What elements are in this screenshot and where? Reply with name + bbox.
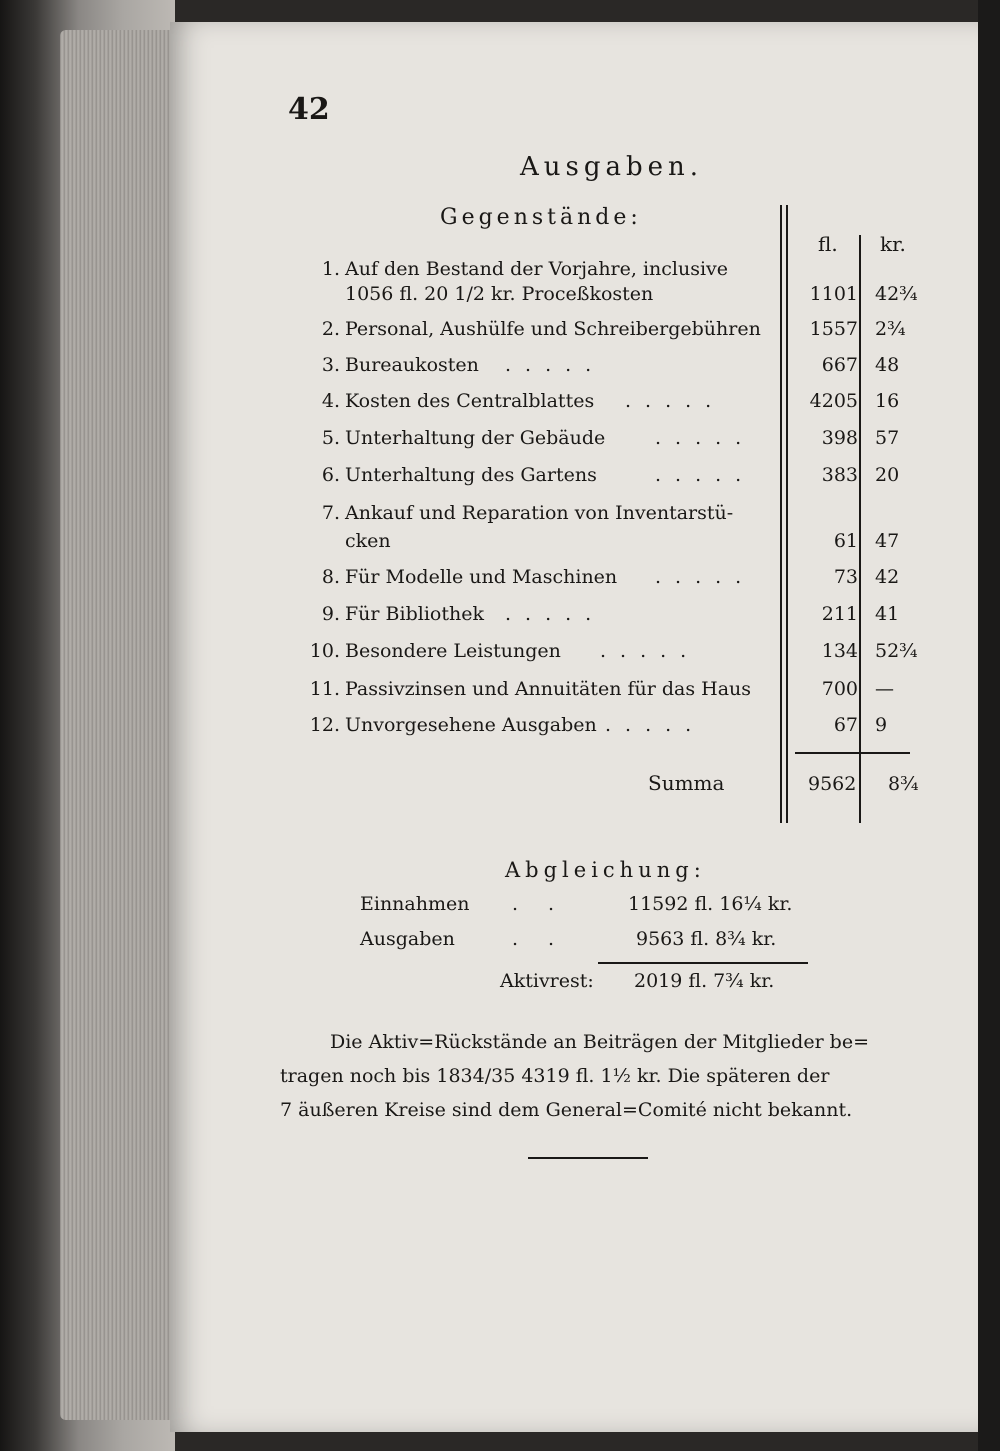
item-amount-fl: 211 xyxy=(821,603,858,625)
expense-value: 9563 fl. 8¾ kr. xyxy=(636,928,777,950)
income-dots: .. xyxy=(512,893,585,915)
closing-rule xyxy=(528,1157,648,1159)
leader-dots: ..... xyxy=(505,603,606,625)
item-amount-kr: 47 xyxy=(875,530,900,552)
expense-row xyxy=(300,318,920,352)
item-description: Kosten des Centralblattes xyxy=(345,390,595,412)
item-amount-fl: 398 xyxy=(821,427,858,449)
balance-heading: Abgleichung: xyxy=(505,858,706,882)
item-amount-kr: 42¾ xyxy=(875,283,918,305)
expense-row xyxy=(300,566,920,600)
balance-rule xyxy=(598,962,808,964)
item-amount-fl: 1101 xyxy=(809,283,858,305)
item-amount-kr: 57 xyxy=(875,427,900,449)
leader-dots: ..... xyxy=(655,566,756,588)
income-label: Einnahmen xyxy=(360,893,470,915)
item-amount-kr: 42 xyxy=(875,566,900,588)
item-amount-fl: 1557 xyxy=(809,318,858,340)
expense-row xyxy=(300,354,920,388)
item-number: 6. xyxy=(321,464,340,486)
leader-dots: ..... xyxy=(655,427,756,449)
item-amount-fl: 700 xyxy=(821,678,858,700)
section-heading: Ausgaben. xyxy=(520,152,704,182)
item-amount-kr: 20 xyxy=(875,464,900,486)
leader-dots: ..... xyxy=(625,390,726,412)
expense-row xyxy=(300,464,920,498)
item-number: 10. xyxy=(309,640,340,662)
item-amount-kr: 52¾ xyxy=(875,640,918,662)
item-description: Ankauf und Reparation von Inventarstü- xyxy=(345,502,734,524)
item-amount-kr: 2¾ xyxy=(875,318,906,340)
item-amount-kr: — xyxy=(875,678,894,700)
item-number: 11. xyxy=(309,678,340,700)
item-number: 7. xyxy=(321,502,340,524)
item-description: Passivzinsen und Annuitäten für das Haus xyxy=(345,678,752,700)
result-value: 2019 fl. 7¾ kr. xyxy=(634,970,775,992)
item-description: Unterhaltung der Gebäude xyxy=(345,427,606,449)
item-description: Unvorgesehene Ausgaben xyxy=(345,714,597,736)
right-margin xyxy=(978,0,1000,1451)
item-number: 9. xyxy=(321,603,340,625)
paragraph-line: Die Aktiv=Rückstände an Beiträgen der Mitglieder be= xyxy=(330,1031,870,1053)
total-label: Summa xyxy=(648,771,725,795)
column-header-fl: fl. xyxy=(818,232,838,256)
leader-dots: ..... xyxy=(505,354,606,376)
item-description: Unterhaltung des Gartens xyxy=(345,464,597,486)
item-description: Bureaukosten xyxy=(345,354,479,376)
item-amount-kr: 9 xyxy=(875,714,888,736)
expense-dots: .. xyxy=(512,928,585,950)
expense-row xyxy=(300,427,920,461)
item-description: Für Bibliothek xyxy=(345,603,484,625)
item-amount-fl: 4205 xyxy=(809,390,858,412)
sum-rule xyxy=(795,752,910,754)
item-amount-fl: 73 xyxy=(833,566,858,588)
expense-row xyxy=(300,390,920,424)
item-number: 12. xyxy=(309,714,340,736)
item-description-continued: cken xyxy=(345,530,391,552)
item-amount-kr: 48 xyxy=(875,354,900,376)
item-description: Besondere Leistungen xyxy=(345,640,561,662)
item-amount-fl: 134 xyxy=(821,640,858,662)
item-amount-kr: 41 xyxy=(875,603,900,625)
paragraph-line: tragen noch bis 1834/35 4319 fl. 1½ kr. Die späteren der xyxy=(280,1065,830,1087)
item-number: 5. xyxy=(321,427,340,449)
expense-row xyxy=(300,603,920,637)
item-description: Personal, Aushülfe und Schreibergebühren xyxy=(345,318,761,340)
item-description-continued: 1056 fl. 20 1/2 kr. Proceßkosten xyxy=(345,283,654,305)
item-amount-fl: 383 xyxy=(821,464,858,486)
item-amount-fl: 667 xyxy=(821,354,858,376)
leader-dots: ..... xyxy=(605,714,706,736)
total-kr: 8¾ xyxy=(888,773,919,795)
paragraph-line: 7 äußeren Kreise sind dem General=Comité nicht bekannt. xyxy=(280,1099,853,1121)
item-number: 1. xyxy=(321,258,340,280)
result-label: Aktivrest: xyxy=(500,970,594,992)
item-description: Für Modelle und Maschinen xyxy=(345,566,618,588)
leader-dots: ..... xyxy=(600,640,701,662)
item-number: 3. xyxy=(321,354,340,376)
remarks-paragraph xyxy=(280,1025,900,1127)
item-amount-kr: 16 xyxy=(875,390,900,412)
item-description: Auf den Bestand der Vorjahre, inclusive xyxy=(345,258,729,280)
item-amount-fl: 61 xyxy=(833,530,858,552)
page-number: 42 xyxy=(288,92,330,127)
income-value: 11592 fl. 16¼ kr. xyxy=(628,893,793,915)
items-subheading: Gegenstände: xyxy=(440,205,642,230)
column-header-kr: kr. xyxy=(880,232,906,256)
page-edges xyxy=(60,30,175,1420)
item-number: 2. xyxy=(321,318,340,340)
expense-label: Ausgaben xyxy=(360,928,455,950)
total-fl: 9562 xyxy=(808,773,857,795)
leader-dots: ..... xyxy=(655,464,756,486)
item-number: 4. xyxy=(321,390,340,412)
expense-row xyxy=(300,678,920,712)
expense-row xyxy=(300,640,920,674)
item-number: 8. xyxy=(321,566,340,588)
item-amount-fl: 67 xyxy=(833,714,858,736)
expense-row xyxy=(300,714,920,748)
